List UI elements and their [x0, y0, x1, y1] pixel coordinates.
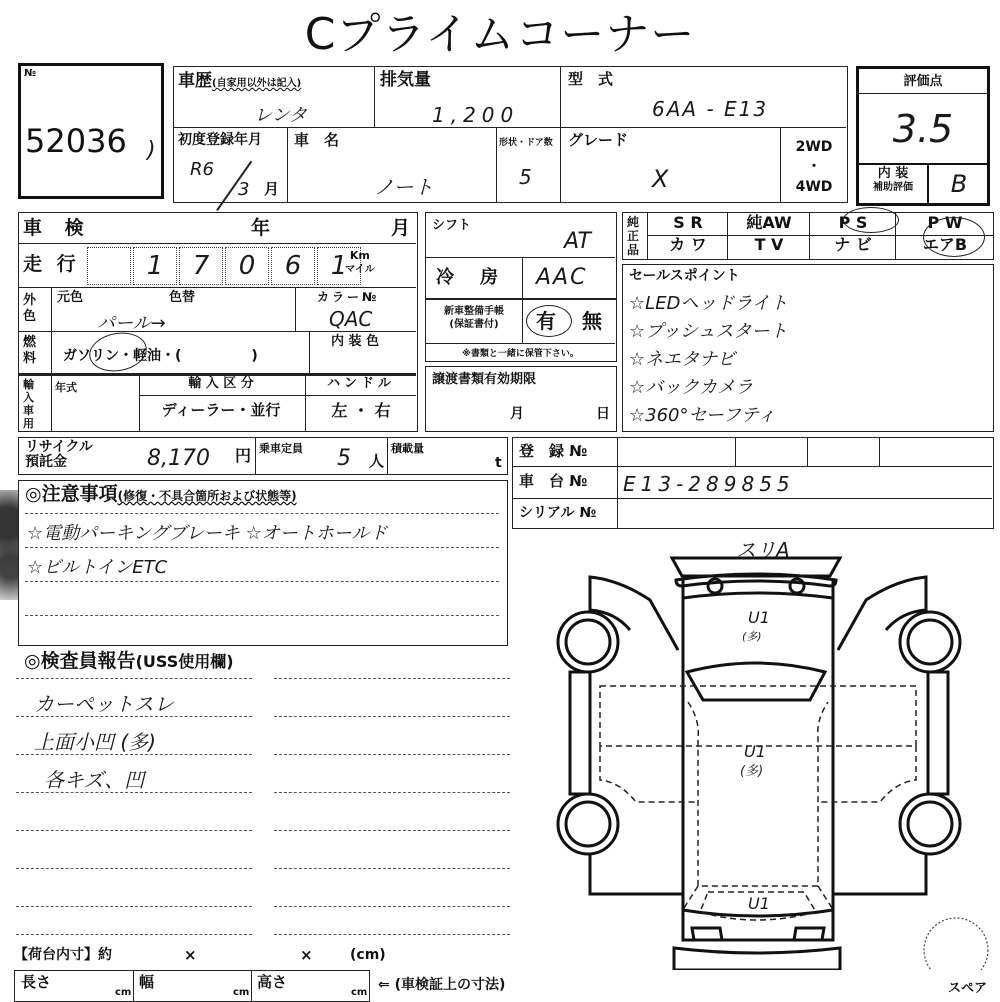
divider	[305, 375, 306, 431]
handle-label: ハンドル	[326, 376, 395, 391]
chassis-value: E13-289855	[623, 472, 795, 496]
recycle-value: 8,170	[147, 446, 210, 471]
sales-points-label: セールスポイント	[629, 268, 740, 284]
inspection-table	[18, 212, 418, 432]
docs-day: 日	[596, 406, 610, 422]
notes-subtitle: (修復・不具合箇所および状態等)	[117, 489, 297, 503]
divider	[139, 395, 416, 396]
genuine-item-leather[interactable]: カ ワ	[669, 235, 707, 254]
capacity-label: 乗車定員	[259, 442, 303, 455]
genuine-item-tv[interactable]: T V	[754, 235, 784, 254]
divider	[51, 375, 52, 431]
divider	[251, 971, 252, 1001]
report-line	[274, 830, 510, 831]
docs-box	[425, 366, 617, 432]
color-no-value: QAC	[329, 307, 373, 331]
divider	[139, 375, 140, 431]
mileage-digit	[87, 247, 131, 285]
report-line-text: カーペットスレ	[34, 692, 174, 716]
report-line	[274, 868, 510, 869]
genuine-item-ps[interactable]: P S	[838, 213, 868, 232]
shaken-month-unit: 月	[391, 217, 411, 239]
note-line-text: ☆ビルトインETC	[27, 557, 168, 578]
height-unit: cm	[351, 987, 368, 998]
divider	[387, 438, 388, 474]
orig-color-label: 元色	[57, 290, 84, 305]
serial-label: シリアル №	[519, 505, 597, 521]
divider	[807, 438, 808, 466]
month-unit: 月	[264, 180, 280, 198]
report-line	[274, 754, 510, 755]
drive-2wd[interactable]: 2WD	[795, 139, 833, 155]
mileage-digit: 7	[179, 247, 223, 285]
length-unit: cm	[115, 987, 132, 998]
car-name-label: 車 名	[294, 131, 340, 149]
divider	[309, 331, 310, 373]
divider	[927, 163, 929, 203]
sales-point-item: ☆ネエタナビ	[629, 349, 736, 370]
inspector-heading	[24, 652, 234, 671]
cargo-title: 【荷台内寸】約	[14, 947, 112, 963]
report-line	[274, 792, 510, 793]
car-name-value: ノート	[374, 175, 434, 199]
shaken-year-unit: 年	[251, 217, 271, 239]
rear-damage-note: スリA	[736, 538, 790, 562]
lot-mark: )	[147, 138, 156, 163]
sales-point-item: ☆プッシュスタート	[629, 321, 788, 342]
report-line	[274, 934, 510, 935]
car-outline-icon	[540, 530, 1000, 970]
manual-note: ※書類と一緒に保管下さい。	[462, 349, 579, 359]
handle-options[interactable]: 左 ・ 右	[331, 401, 391, 420]
sales-point-item: ☆LEDヘッドライト	[629, 293, 788, 314]
manual-label-main: 新車整備手帳	[444, 306, 504, 317]
history-field	[178, 71, 301, 90]
shape-label: 形状・ドア数	[499, 138, 553, 148]
divider	[426, 257, 615, 258]
first-reg-month: 3	[238, 179, 250, 200]
note-line	[25, 615, 499, 616]
drive-4wd[interactable]: 4WD	[795, 179, 833, 195]
divider	[51, 287, 52, 373]
history-label: 車歴	[178, 71, 212, 91]
report-line-text: 上面小凹 (多)	[34, 730, 156, 754]
import-type-options[interactable]: ディーラー・並行	[161, 401, 281, 419]
divider	[727, 213, 728, 259]
car-diagram	[540, 530, 1000, 996]
mileage-digits	[87, 247, 363, 285]
interior-label-group	[861, 167, 925, 196]
drive-sep: ・	[807, 159, 821, 175]
mileage-digit: 6	[271, 247, 315, 285]
roof-damage-sub: (多)	[742, 630, 762, 643]
divider	[374, 67, 375, 127]
genuine-item-airbag[interactable]: エアB	[922, 235, 968, 254]
divider	[560, 127, 561, 202]
cargo-unit: (cm)	[350, 947, 386, 963]
fuel-options[interactable]: ガソリン・軽油・( )	[63, 348, 258, 364]
vehicle-header-grid	[173, 66, 848, 203]
report-line	[16, 934, 252, 935]
manual-label	[430, 305, 518, 331]
shaken-label: 車 検	[23, 217, 92, 239]
middle-damage-sub: (多)	[740, 764, 764, 779]
score-label: 評価点	[903, 73, 943, 89]
capacity-value: 5	[337, 446, 351, 471]
interior-label: 内 装	[877, 166, 909, 181]
report-line	[16, 716, 252, 717]
interior-color-label: 内 装 色	[331, 334, 380, 349]
note-line-text: ☆電動パーキングブレーキ ☆オートホールド	[27, 523, 388, 544]
divider	[496, 127, 497, 202]
mileage-label: 走 行	[23, 253, 80, 275]
divider	[780, 127, 781, 202]
model-label: 型 式	[568, 70, 614, 88]
shift-ac-box	[425, 212, 617, 300]
scan-artifact	[0, 490, 18, 600]
genuine-parts-grid	[622, 212, 994, 260]
report-line	[16, 830, 252, 831]
divider	[295, 287, 296, 331]
divider	[647, 213, 648, 259]
recycle-label	[25, 440, 93, 470]
divider	[735, 438, 736, 466]
fuel-label: 燃料	[23, 335, 37, 366]
report-line	[274, 906, 510, 907]
import-label: 輸入車用	[23, 378, 34, 430]
interior-value: B	[950, 170, 968, 198]
lot-no-label: №	[24, 68, 37, 79]
divider	[255, 438, 256, 474]
mile-label[interactable]: マイル	[345, 264, 375, 275]
notes-box	[18, 480, 508, 646]
manual-yes-circle	[526, 305, 572, 337]
report-line	[16, 906, 252, 907]
recycle-label-1: リサイクル	[25, 439, 94, 455]
report-line	[274, 716, 510, 717]
shift-value: AT	[564, 229, 591, 254]
middle-damage-note: U1	[744, 742, 766, 761]
repaint-label: 色替	[169, 290, 196, 305]
divider	[522, 299, 523, 343]
genuine-item-navi[interactable]: ナ ビ	[834, 235, 872, 254]
ac-label: 冷 房	[436, 267, 502, 288]
roof-damage-note: U1	[748, 608, 770, 627]
genuine-item-sr[interactable]: S R	[673, 213, 703, 232]
divider	[617, 438, 618, 528]
sales-point-item: ☆360°セーフティ	[629, 405, 776, 426]
divider	[19, 331, 416, 332]
report-line	[16, 792, 252, 793]
load-unit: t	[495, 455, 502, 471]
length-label: 長さ	[21, 973, 52, 991]
manual-no[interactable]: 無	[582, 309, 602, 333]
mileage-digit: 1	[317, 247, 361, 285]
model-year-label: 年式	[55, 381, 77, 394]
height-label: 高さ	[257, 973, 288, 991]
chassis-label: 車 台 №	[519, 472, 588, 490]
divider	[879, 438, 880, 466]
divider	[560, 67, 561, 127]
lot-number: 52036	[25, 122, 127, 160]
divider	[513, 498, 992, 499]
divider	[513, 466, 992, 467]
mileage-digit: 0	[225, 247, 269, 285]
manual-box	[425, 298, 617, 362]
inspector-lines	[14, 676, 514, 936]
fuel-selected-circle	[86, 328, 150, 375]
width-label: 幅	[139, 973, 155, 991]
divider	[19, 243, 416, 244]
recycle-row	[18, 437, 508, 475]
spare-label: スペア	[948, 981, 988, 996]
mileage-unit	[345, 249, 375, 277]
page-title: Cプライムコーナー	[304, 9, 696, 60]
report-line	[16, 868, 252, 869]
recycle-label-2: 預託金	[25, 454, 67, 470]
reg-label: 登 録 №	[519, 442, 588, 460]
model-value: 6AA - E13	[652, 97, 769, 121]
ps-circle	[843, 207, 899, 233]
divider	[859, 163, 987, 165]
divider	[287, 127, 288, 202]
score-box	[856, 66, 990, 206]
note-line	[25, 513, 499, 514]
notes-heading	[25, 485, 297, 504]
capacity-unit: 人	[369, 452, 385, 470]
import-type-label: 輸 入 区 分	[188, 376, 254, 391]
divider	[133, 971, 134, 1001]
first-reg-year: R6	[190, 159, 214, 180]
recycle-unit: 円	[235, 446, 252, 465]
manual-yes[interactable]: 有	[536, 309, 556, 333]
exterior-label: 外色	[23, 293, 37, 324]
load-label: 積載量	[391, 442, 424, 455]
divider	[174, 127, 846, 128]
grade-value: X	[652, 165, 669, 193]
drive-type	[784, 137, 844, 197]
divider	[809, 213, 810, 259]
inspector-title: ◎検査員報告	[24, 650, 136, 672]
note-line	[25, 547, 499, 548]
cargo-note: ⇐ (車検証上の寸法)	[378, 977, 506, 993]
lot-box-bottom	[18, 196, 164, 199]
report-line	[16, 754, 252, 755]
km-label[interactable]: Km	[349, 249, 370, 262]
first-reg-label: 初度登録年月	[178, 132, 262, 148]
color-no-label: カラー№	[317, 290, 380, 304]
genuine-item-pw[interactable]: P W	[927, 213, 963, 232]
notes-title: ◎注意事項	[25, 483, 118, 505]
displacement-value: 1,200	[432, 103, 520, 127]
shape-value: 5	[519, 165, 532, 189]
report-line	[274, 678, 510, 679]
cargo-x2: ×	[300, 946, 313, 964]
sales-point-item: ☆バックカメラ	[629, 377, 754, 398]
history-note: (自家用以外は記入)	[212, 78, 302, 89]
report-line-text: 各キズ、凹	[44, 768, 145, 792]
sales-points-box	[622, 264, 994, 432]
mileage-digit: 1	[133, 247, 177, 285]
lot-number-box	[18, 63, 164, 199]
front-damage-note: U1	[748, 894, 770, 913]
color-value: パール→	[97, 313, 166, 334]
registration-table	[512, 437, 994, 529]
note-line	[25, 581, 499, 582]
inspector-subtitle: (USS使用欄)	[135, 652, 234, 671]
report-line	[16, 678, 252, 679]
divider	[426, 343, 615, 344]
grade-label: グレード	[568, 131, 629, 149]
docs-label: 譲渡書類有効期限	[432, 372, 537, 387]
width-unit: cm	[233, 987, 250, 998]
cargo-x1: ×	[184, 946, 197, 964]
divider	[19, 287, 416, 288]
genuine-label: 純正品	[627, 215, 640, 257]
interior-sub: 補助評価	[873, 182, 913, 193]
ac-value: AAC	[536, 265, 588, 290]
cargo-dimensions	[14, 970, 370, 1002]
shift-label: シフト	[432, 218, 472, 233]
manual-label-sub: (保証書付)	[449, 319, 499, 330]
genuine-item-aw[interactable]: 純AW	[746, 213, 792, 232]
history-value: レンタ	[254, 105, 307, 126]
displacement-label: 排気量	[380, 70, 431, 90]
docs-month: 月	[510, 406, 524, 422]
divider	[859, 93, 987, 94]
pw-airbag-circle	[923, 217, 985, 257]
divider	[522, 257, 523, 299]
score-value: 3.5	[892, 107, 954, 151]
